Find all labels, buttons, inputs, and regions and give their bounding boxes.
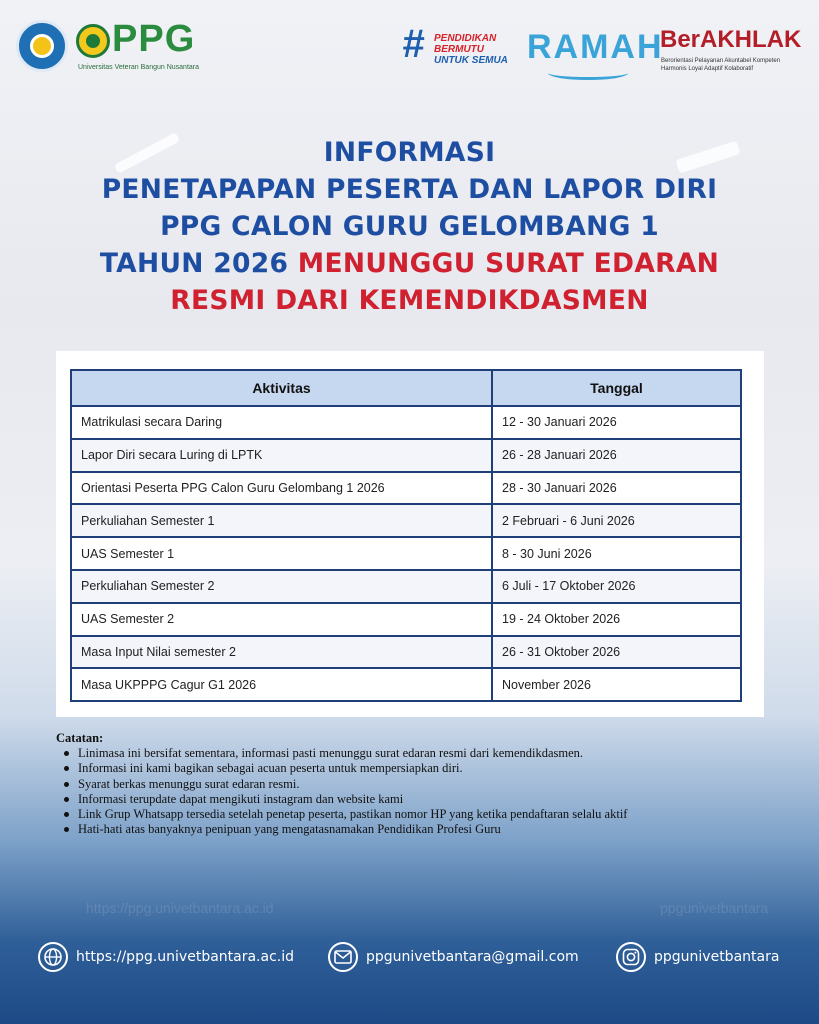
website-link[interactable] — [38, 940, 294, 974]
activity-cell: Perkuliahan Semester 2 — [71, 570, 492, 603]
note-item: Informasi terupdate dapat mengikuti instagram dan website kami — [64, 792, 776, 807]
activity-cell: Perkuliahan Semester 1 — [71, 504, 492, 537]
notes-section — [56, 731, 776, 837]
header — [0, 14, 819, 78]
table-row — [71, 636, 741, 669]
activity-cell: Masa Input Nilai semester 2 — [71, 636, 492, 669]
email-text: ppgunivetbantara@gmail.com — [366, 949, 579, 965]
title-line: PPG CALON GURU GELOMBANG 1 — [160, 211, 659, 242]
note-item: Link Grup Whatsapp tersedia setelah penetap peserta, pastikan nomor HP yang ketika pendaftaran selalu aktif — [64, 807, 776, 822]
activity-cell: UAS Semester 1 — [71, 537, 492, 570]
univet-logo — [76, 24, 110, 58]
berakhlak-subtitle: Harmonis Loyal Adaptif Kolaboratif — [661, 66, 754, 72]
berakhlak-logo: BerAKHLAK — [660, 26, 802, 53]
website-text: https://ppg.univetbantara.ac.id — [76, 949, 295, 965]
instagram-icon — [616, 942, 646, 972]
footer-watermark: https://ppg.univetbantara.ac.id ppgunivetbantara — [86, 900, 769, 916]
table-row — [71, 570, 741, 603]
activity-cell: UAS Semester 2 — [71, 603, 492, 636]
title-line: RESMI DARI KEMENDIKDASMEN — [170, 285, 649, 316]
title-line: PENETAPAPAN PESERTA DAN LAPOR DIRI — [101, 174, 718, 205]
date-cell: 6 Juli - 17 Oktober 2026 — [492, 570, 741, 603]
title-line: INFORMASI — [323, 137, 496, 168]
table-row — [71, 504, 741, 537]
schedule-table — [70, 369, 742, 702]
university-name: Universitas Veteran Bangun Nusantara — [78, 64, 200, 71]
page-title — [0, 134, 819, 319]
date-cell: 8 - 30 Juni 2026 — [492, 537, 741, 570]
footer-contacts — [0, 940, 819, 976]
instagram-text: ppgunivetbantara — [654, 949, 780, 965]
globe-icon — [38, 942, 68, 972]
column-header-tanggal: Tanggal — [492, 370, 741, 406]
table-row — [71, 537, 741, 570]
date-cell: 2 Februari - 6 Juni 2026 — [492, 504, 741, 537]
ppg-logo-text: PPG — [112, 18, 196, 60]
table-row — [71, 472, 741, 505]
note-item: Hati-hati atas banyaknya penipuan yang mengatasnamakan Pendidikan Profesi Guru — [64, 822, 776, 837]
table-row — [71, 439, 741, 472]
kemendikdasmen-logo — [16, 20, 68, 72]
ramah-logo: RAMAH — [527, 28, 664, 66]
pendidikan-bermutu-logo: # PENDIDIKAN BERMUTU UNTUK SEMUA — [402, 22, 508, 66]
title-line: TAHUN 2026 MENUNGGU SURAT EDARAN — [99, 248, 720, 279]
email-link[interactable] — [328, 940, 579, 974]
mail-icon — [328, 942, 358, 972]
notes-list — [64, 746, 776, 837]
date-cell: 28 - 30 Januari 2026 — [492, 472, 741, 505]
activity-cell: Lapor Diri secara Luring di LPTK — [71, 439, 492, 472]
instagram-link[interactable] — [616, 940, 779, 974]
ramah-smile-curve — [548, 66, 628, 80]
notes-title: Catatan: — [56, 731, 104, 745]
note-item: Informasi ini kami bagikan sebagai acuan peserta untuk mempersiapkan diri. — [64, 761, 776, 776]
date-cell: 12 - 30 Januari 2026 — [492, 406, 741, 439]
schedule-card — [56, 351, 764, 717]
activity-cell: Masa UKPPPG Cagur G1 2026 — [71, 668, 492, 701]
date-cell: 26 - 31 Oktober 2026 — [492, 636, 741, 669]
table-row — [71, 668, 741, 701]
table-row — [71, 406, 741, 439]
activity-cell: Orientasi Peserta PPG Calon Guru Gelombang 1 2026 — [71, 472, 492, 505]
date-cell: 26 - 28 Januari 2026 — [492, 439, 741, 472]
table-row — [71, 603, 741, 636]
berakhlak-subtitle: Berorientasi Pelayanan Akuntabel Kompeten — [661, 58, 781, 64]
date-cell: 19 - 24 Oktober 2026 — [492, 603, 741, 636]
activity-cell: Matrikulasi secara Daring — [71, 406, 492, 439]
note-item: Syarat berkas menunggu surat edaran resmi. — [64, 777, 776, 792]
column-header-aktivitas: Aktivitas — [71, 370, 492, 406]
note-item: Linimasa ini bersifat sementara, informasi pasti menunggu surat edaran resmi dari kemendikdasmen. — [64, 746, 776, 761]
date-cell: November 2026 — [492, 668, 741, 701]
